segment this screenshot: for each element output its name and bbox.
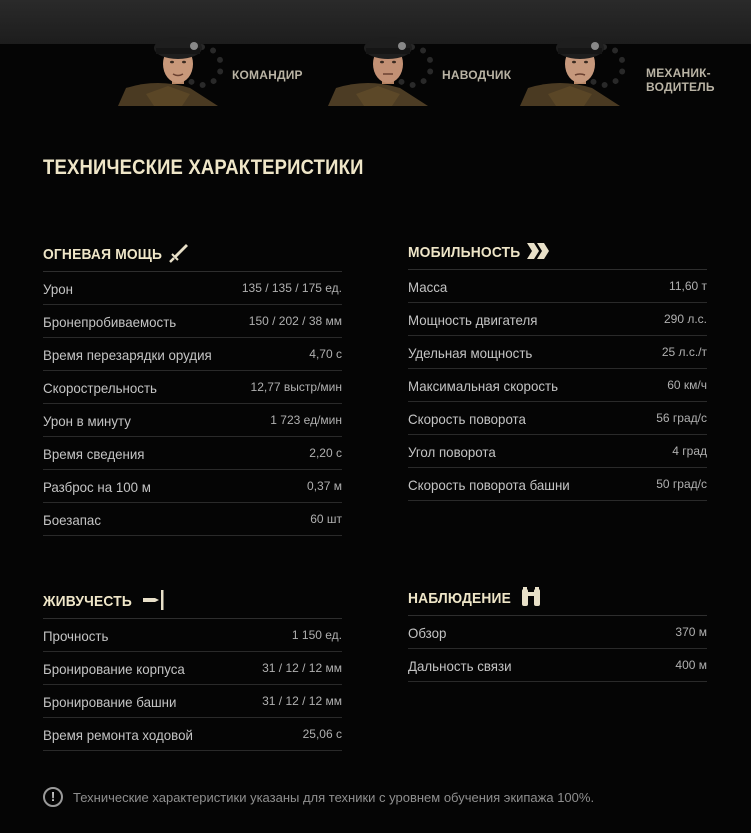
info-icon: !: [43, 787, 63, 807]
stat-name: Обзор: [408, 625, 447, 641]
footnote-text: Технические характеристики указаны для техники с уровнем обучения экипажа 100%.: [73, 790, 595, 805]
survivability-header: [43, 585, 342, 619]
page-title: ТЕХНИЧЕСКИЕ ХАРАКТЕРИСТИКИ: [43, 156, 364, 179]
stat-row: [43, 470, 342, 503]
stat-name: Боезапас: [43, 512, 101, 528]
stat-value: 25 л.с./т: [661, 345, 707, 359]
commander-portrait: [118, 22, 218, 106]
stat-name: Время ремонта ходовой: [43, 727, 193, 743]
firepower-header: [43, 238, 342, 272]
stat-value: 11,60 т: [669, 279, 707, 293]
mobility-header: [408, 236, 707, 270]
stat-row: [43, 619, 342, 652]
stat-row: [43, 685, 342, 718]
stat-row: [408, 435, 707, 468]
stat-name: Угол поворота: [408, 444, 496, 460]
stat-name: Максимальная скорость: [408, 378, 559, 394]
stat-row: [408, 336, 707, 369]
stat-value: 150 / 202 / 38 мм: [248, 314, 342, 328]
mobility-rows: [408, 270, 707, 501]
stat-row: [408, 616, 707, 649]
stat-name: Разброс на 100 м: [43, 479, 151, 495]
stat-row: [43, 404, 342, 437]
crew-gunner[interactable]: [328, 22, 518, 106]
stat-value: 135 / 135 / 175 ед.: [241, 281, 342, 295]
crew-label-commander: КОМАНДИР: [232, 68, 303, 82]
stat-row: [408, 468, 707, 501]
stat-value: 31 / 12 / 12 мм: [262, 661, 342, 675]
crew-label-driver-line2: ВОДИТЕЛЬ: [646, 80, 715, 94]
sword-icon: [166, 240, 192, 266]
stat-row: [43, 371, 342, 404]
observation-title: НАБЛЮДЕНИЕ: [408, 590, 512, 607]
stat-value: 290 л.с.: [663, 312, 707, 326]
observation-header: [408, 582, 707, 616]
firepower-rows: [43, 272, 342, 536]
crew-label-gunner: НАВОДЧИК: [442, 68, 512, 82]
stat-name: Удельная мощность: [408, 345, 533, 361]
stat-value: 400 м: [675, 658, 707, 672]
stat-value: 4,70 с: [309, 347, 342, 361]
stat-row: [408, 649, 707, 682]
double-chevron-icon: [524, 238, 550, 264]
crew-label-driver-line1: МЕХАНИК-: [646, 66, 711, 80]
stat-name: Урон в минуту: [43, 413, 131, 429]
stat-value: 1 150 ед.: [291, 628, 342, 642]
stat-value: 60 км/ч: [667, 378, 707, 392]
stat-name: Время сведения: [43, 446, 145, 462]
stat-row: [408, 303, 707, 336]
stat-name: Масса: [408, 279, 448, 295]
stat-value: 12,77 выстр/мин: [250, 380, 342, 394]
stat-row: [408, 369, 707, 402]
crew-driver[interactable]: [520, 22, 715, 106]
crew-label-driver: [646, 66, 715, 94]
stat-name: Скорострельность: [43, 380, 157, 396]
stat-name: Бронепробиваемость: [43, 314, 177, 330]
stat-value: 25,06 с: [302, 727, 342, 741]
observation-panel: [408, 582, 707, 682]
stat-name: Бронирование башни: [43, 694, 177, 710]
stat-name: Урон: [43, 281, 73, 297]
mobility-title: МОБИЛЬНОСТЬ: [408, 244, 521, 261]
stat-value: 370 м: [675, 625, 707, 639]
stat-name: Прочность: [43, 628, 109, 644]
stat-row: [43, 437, 342, 470]
survivability-title: ЖИВУЧЕСТЬ: [43, 593, 132, 610]
stat-name: Время перезарядки орудия: [43, 347, 212, 363]
stat-row: [408, 270, 707, 303]
stat-row: [43, 503, 342, 536]
stat-value: 1 723 ед/мин: [270, 413, 342, 427]
gunner-portrait: [328, 22, 428, 106]
stat-row: [43, 718, 342, 751]
driver-portrait: [520, 22, 620, 106]
binoculars-icon: [518, 584, 544, 610]
stat-value: 56 град/с: [656, 411, 707, 425]
shell-impact-icon: [141, 587, 167, 613]
survivability-rows: [43, 619, 342, 751]
stat-row: [43, 305, 342, 338]
stat-value: 2,20 с: [309, 446, 342, 460]
survivability-panel: [43, 585, 342, 751]
stat-value: 0,37 м: [307, 479, 342, 493]
stat-row: [43, 272, 342, 305]
stat-row: [408, 402, 707, 435]
crew-commander[interactable]: [118, 22, 308, 106]
stat-name: Мощность двигателя: [408, 312, 538, 328]
stat-value: 4 град: [672, 444, 707, 458]
stat-value: 60 шт: [310, 512, 342, 526]
stat-name: Скорость поворота башни: [408, 477, 570, 493]
firepower-panel: [43, 238, 342, 536]
stat-row: [43, 338, 342, 371]
observation-rows: [408, 616, 707, 682]
firepower-title: ОГНЕВАЯ МОЩЬ: [43, 246, 163, 263]
stat-row: [43, 652, 342, 685]
stat-name: Скорость поворота: [408, 411, 526, 427]
footnote: [43, 787, 703, 811]
stat-value: 31 / 12 / 12 мм: [262, 694, 342, 708]
mobility-panel: [408, 236, 707, 501]
stat-value: 50 град/с: [656, 477, 707, 491]
stat-name: Дальность связи: [408, 658, 512, 674]
stat-name: Бронирование корпуса: [43, 661, 185, 677]
